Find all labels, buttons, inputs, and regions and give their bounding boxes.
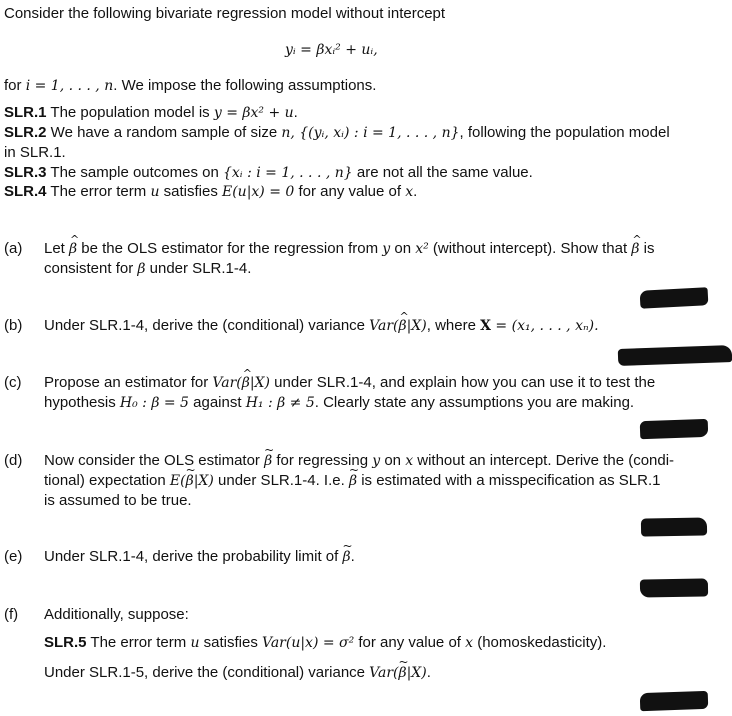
question-a-line2: consistent for β under SLR.1-4. [44,260,252,277]
redacted-marks-a [640,287,709,309]
question-f-label: (f) [4,606,19,623]
question-c-line1: Propose an estimator for Var(β ^|X) under SLR.1-4, and explain how you can use it to test the [44,373,655,393]
model-equation: yᵢ = βxᵢ² + uᵢ, [285,42,378,58]
redacted-marks-f [640,691,709,711]
for-line: for i = 1, . . . , n. We impose the following assumptions. [4,77,377,94]
question-f-line3: Under SLR.1-5, derive the (conditional) variance Var(β ~|X). [44,663,431,683]
question-b-line1: Under SLR.1-4, derive the (conditional) variance Var(β ^|X), where X = (x₁, . . . , xₙ). [44,316,599,336]
question-e-line1: Under SLR.1-4, derive the probability limit of β ~. [44,547,355,567]
question-c-label: (c) [4,374,22,391]
question-d-line3: is assumed to be true. [44,492,192,509]
redacted-marks-b [618,345,732,366]
question-a-label: (a) [4,240,23,257]
assumption-slr5: SLR.5 The error term u satisfies Var(u|x) = σ² for any value of x (homoskedasticity). [44,634,607,651]
intro-title: Consider the following bivariate regression model without intercept [4,5,446,22]
question-e-label: (e) [4,548,23,565]
redacted-marks-e [640,578,708,597]
assumption-slr1: SLR.1 The population model is y = βx² + u. [4,104,298,121]
question-d-label: (d) [4,452,23,469]
assumption-slr2: SLR.2 We have a random sample of size n, {(yᵢ, xᵢ) : i = 1, . . . , n}, following the population model [4,124,670,141]
redacted-marks-c [640,419,709,439]
assumption-slr2-continued: in SLR.1. [4,144,66,161]
assumption-slr3: SLR.3 The sample outcomes on {xᵢ : i = 1, . . . , n} are not all the same value. [4,164,533,181]
redacted-marks-d [641,517,707,536]
question-f-line1: Additionally, suppose: [44,606,189,623]
assumption-slr4: SLR.4 The error term u satisfies E(u|x) = 0 for any value of x. [4,183,418,200]
question-b-label: (b) [4,317,23,334]
question-d-line2: tional) expectation E(β ~|X) under SLR.1-4. I.e. β ~ is estimated with a misspecification as SLR.1 [44,471,661,491]
question-c-line2: hypothesis H₀ : β = 5 against H₁ : β ≠ 5. Clearly state any assumptions you are making. [44,394,635,411]
question-a-line1: Let β ^ be the OLS estimator for the regression from y on x² (without intercept). Show that β ^ is [44,239,654,259]
question-d-line1: Now consider the OLS estimator β ~ for regressing y on x without an intercept. Derive the (condi- [44,451,674,471]
